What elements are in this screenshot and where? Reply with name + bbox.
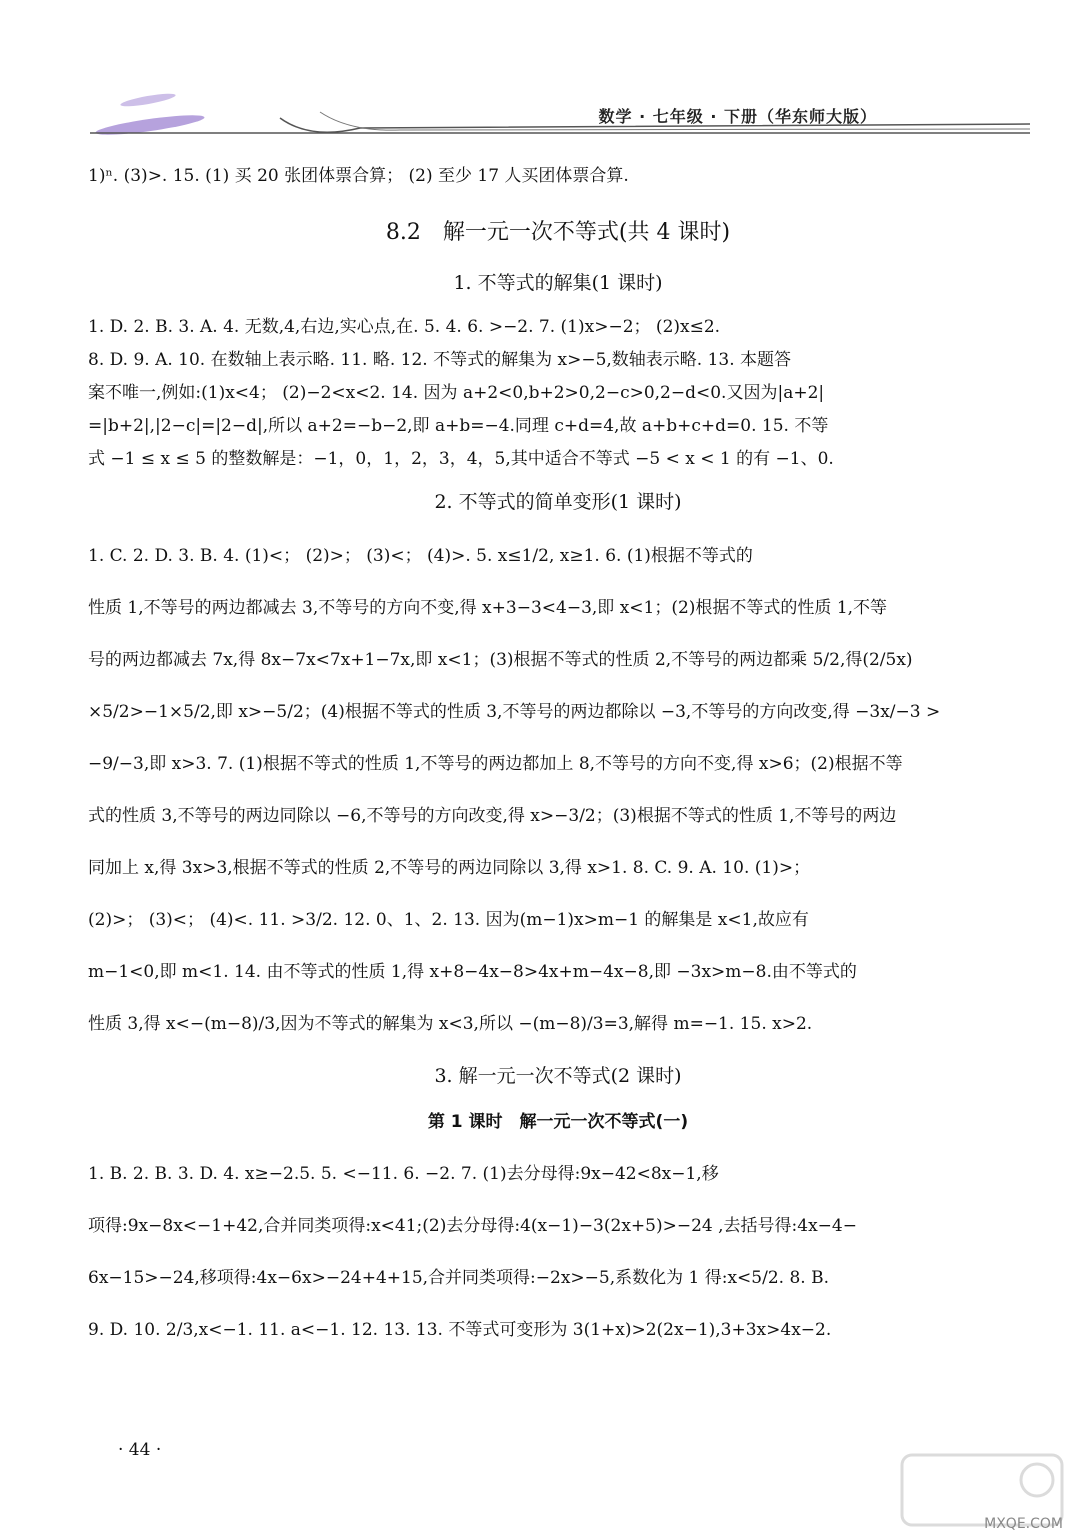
purple-swoosh-large: [95, 111, 206, 138]
answer-line: 性质 3,得 x<−(m−8)/3,因为不等式的解集为 x<3,所以 −(m−8)/3=3,解得 m=−1. 15. x>2.: [88, 1014, 813, 1034]
lesson-title: 第 1 课时 解一元一次不等式(一): [427, 1112, 689, 1132]
subsection-title-3: 3. 解一元一次不等式(2 课时): [434, 1065, 682, 1087]
subsection-title-2: 2. 不等式的简单变形(1 课时): [434, 491, 682, 513]
answer-line: (2)>； (3)<； (4)<. 11. >3/2. 12. 0、1、2. 13. 因为(m−1)x>m−1 的解集是 x<1,故应有: [88, 910, 809, 930]
page-header: [0, 0, 1077, 140]
answer-line: 同加上 x,得 3x>3,根据不等式的性质 2,不等号的两边同除以 3,得 x>1. 8. C. 9. A. 10. (1)>；: [88, 858, 811, 878]
answer-line: 项得:9x−8x<−1+42,合并同类项得:x<41;(2)去分母得:4(x−1)−3(2x+5)>−24 ,去括号得:4x−4−: [88, 1216, 857, 1236]
answer-line: 性质 1,不等号的两边都减去 3,不等号的方向不变,得 x+3−3<4−3,即 x<1；(2)根据不等式的性质 1,不等: [88, 598, 888, 618]
answer-line: 号的两边都减去 7x,得 8x−7x<7x+1−7x,即 x<1；(3)根据不等式的性质 2,不等号的两边都乘 5/2,得(2/5x): [88, 650, 913, 670]
subsection-title-1: 1. 不等式的解集(1 课时): [453, 272, 663, 294]
answer-line: 6x−15>−24,移项得:4x−6x>−24+4+15,合并同类项得:−2x>−5,系数化为 1 得:x<5/2. 8. B.: [88, 1268, 829, 1288]
answer-line: ×5/2>−1×5/2,即 x>−5/2；(4)根据不等式的性质 3,不等号的两边都除以 −3,不等号的方向改变,得 −3x/−3 >: [88, 702, 941, 722]
answer-line: 8. D. 9. A. 10. 在数轴上表示略. 11. 略. 12. 不等式的解集为 x>−5,数轴表示略. 13. 本题答: [88, 350, 792, 370]
answer-line: 9. D. 10. 2/3,x<−1. 11. a<−1. 12. 13. 13. 不等式可变形为 3(1+x)>2(2x−1),3+3x>4x−2.: [88, 1320, 832, 1340]
section-title: 8.2 解一元一次不等式(共 4 课时): [385, 220, 731, 245]
intro-line: 1)ⁿ. (3)>. 15. (1) 买 20 张团体票合算； (2) 至少 17 人买团体票合算.: [88, 166, 629, 186]
answer-line: −9/−3,即 x>3. 7. (1)根据不等式的性质 1,不等号的两边都加上 8,不等号的方向不变,得 x>6；(2)根据不等: [88, 754, 903, 774]
purple-swoosh-small: [120, 91, 177, 109]
page-number: · 44 ·: [118, 1440, 162, 1460]
answer-line: =|b+2|,|2−c|=|2−d|,所以 a+2=−b−2,即 a+b=−4.同理 c+d=4,故 a+b+c+d=0. 15. 不等: [88, 416, 829, 436]
watermark-text: MXQE.COM: [984, 1516, 1063, 1532]
answer-line: 1. C. 2. D. 3. B. 4. (1)<； (2)>； (3)<； (4)>. 5. x≤1/2, x≥1. 6. (1)根据不等式的: [88, 546, 753, 566]
header-decoration: [0, 0, 1077, 140]
answer-line: 案不唯一,例如:(1)x<4； (2)−2<x<2. 14. 因为 a+2<0,b+2>0,2−c>0,2−d<0.又因为|a+2|: [88, 383, 825, 403]
answer-line: 式的性质 3,不等号的两边同除以 −6,不等号的方向改变,得 x>−3/2；(3)根据不等式的性质 1,不等号的两边: [88, 806, 897, 826]
answer-line: 1. D. 2. B. 3. A. 4. 无数,4,右边,实心点,在. 5. 4. 6. >−2. 7. (1)x>−2； (2)x≤2.: [88, 317, 721, 337]
answer-line: m−1<0,即 m<1. 14. 由不等式的性质 1,得 x+8−4x−8>4x+m−4x−8,即 −3x>m−8.由不等式的: [88, 962, 857, 982]
answer-line: 1. B. 2. B. 3. D. 4. x≥−2.5. 5. <−11. 6. −2. 7. (1)去分母得:9x−42<8x−1,移: [88, 1164, 719, 1184]
header-title: 数学 · 七年级 · 下册（华东师大版）: [598, 107, 877, 126]
answer-content: [88, 160, 1028, 1356]
answer-line: 式 −1 ≤ x ≤ 5 的整数解是：−1，0，1，2，3，4，5,其中适合不等式 −5 < x < 1 的有 −1、0.: [88, 449, 834, 469]
